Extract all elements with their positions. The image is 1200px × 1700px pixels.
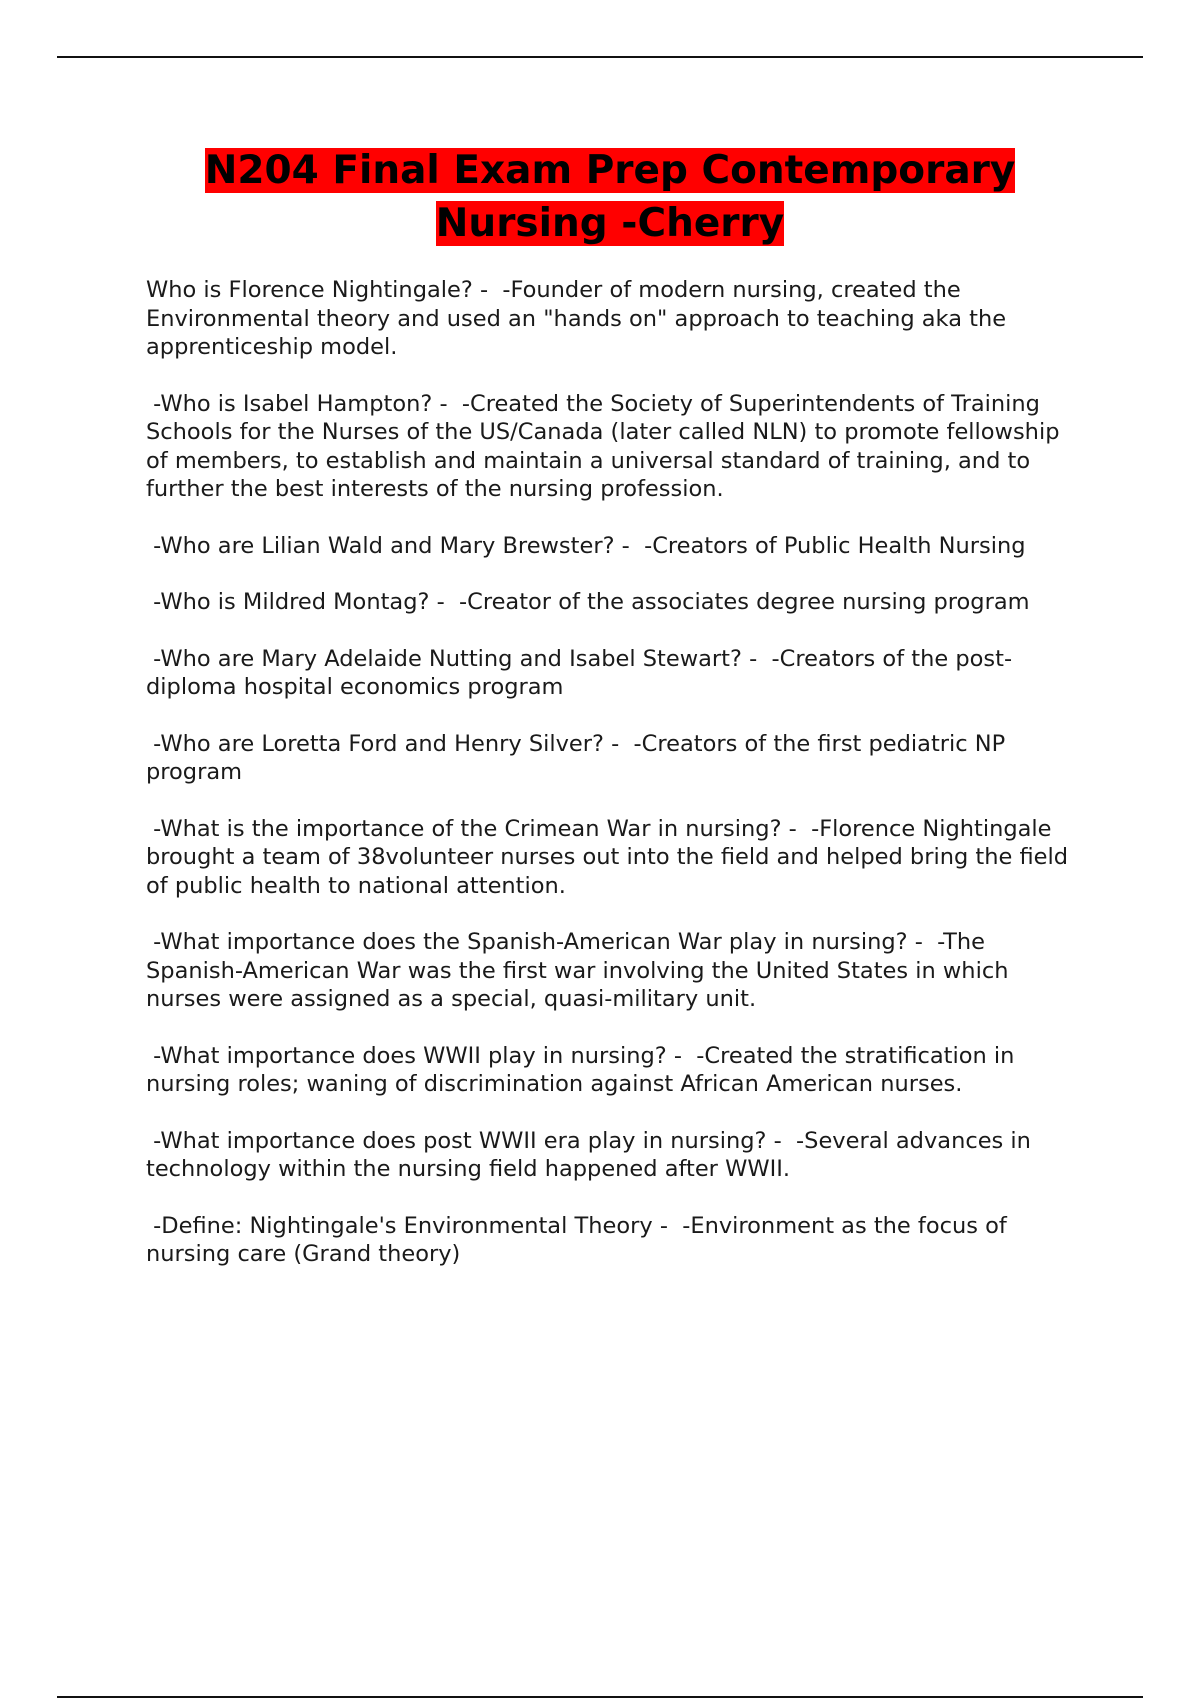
qa-entry-11: -Define: Nightingale's Environmental Theory - -Environment as the focus of nursing care (Grand theory) [146,1212,1014,1267]
qa-entry-3: -Who are Lilian Wald and Mary Brewster? - -Creators of Public Health Nursing [146,532,1026,559]
document-title: N204 Final Exam Prep Contemporary Nursing -Cherry [204,148,1016,246]
bottom-rule [57,1696,1143,1698]
qa-entry-6: -Who are Loretta Ford and Henry Silver? - -Creators of the first pediatric NP program [146,730,1013,785]
qa-entry-1: Who is Florence Nightingale? - -Founder of modern nursing, created the Environmental theory and used an "hands on" approach to teaching aka the apprenticeship model. [146,277,1014,360]
qa-entry-10: -What importance does post WWII era play in nursing? - -Several advances in technology within the nursing field happened after WWII. [146,1127,1039,1182]
qa-entry-5: -Who are Mary Adelaide Nutting and Isabel Stewart? - -Creators of the post-diploma hospital economics program [146,645,1013,700]
qa-entry-9: -What importance does WWII play in nursing? - -Created the stratification in nursing roles; waning of discrimination against African American nurses. [146,1042,1022,1097]
qa-list [146,276,1086,1297]
top-rule [57,56,1143,58]
qa-entry-8: -What importance does the Spanish-American War play in nursing? - -The Spanish-American War was the first war involving the United States in which nurses were assigned as a special, quasi-military unit. [146,929,1016,1012]
title-block [140,144,1080,250]
qa-entry-4: -Who is Mildred Montag? - -Creator of the associates degree nursing program [146,589,1030,615]
qa-entry-7: -What is the importance of the Crimean War in nursing? - -Florence Nightingale brought a team of 38volunteer nurses out into the field and helped bring the field of public health to national attention. [146,815,1076,899]
qa-entry-2: -Who is Isabel Hampton? - -Created the Society of Superintendents of Training Schools for the Nurses of the US/Canada (later called NLN) to promote fellowship of members, to establish and maintain a universal standard of training, and to further the best interests of the nursing profession. [146,390,1067,502]
